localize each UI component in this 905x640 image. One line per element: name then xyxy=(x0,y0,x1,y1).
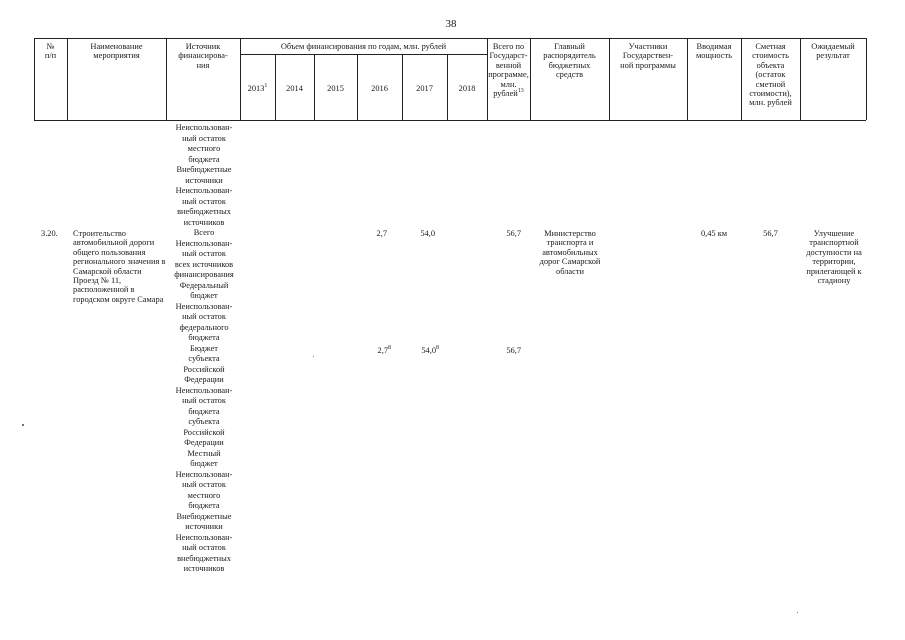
source-line: Всего xyxy=(193,228,215,237)
scan-speck xyxy=(22,424,24,426)
source-line: внебюджетных xyxy=(177,553,231,563)
header-year-2017: 2017 xyxy=(416,84,433,93)
header-year-2014: 2014 xyxy=(286,84,303,93)
source-line: Неиспользован- xyxy=(175,532,233,542)
regional-2017: 54,0$^8$ xyxy=(421,345,439,355)
budget-manager: Министерство транспорта и автомобильных дорог Самарской области xyxy=(539,229,601,276)
total-2016: 2,7 xyxy=(376,229,387,238)
source-line: Российской xyxy=(183,364,225,374)
source-column xyxy=(166,123,242,575)
source-line: Федеральный xyxy=(179,280,229,290)
regional-2016-footnote: 8 xyxy=(388,345,391,351)
header-cost: Сметная стоимость объекта (остаток сметной стоимости), млн. рублей xyxy=(749,42,792,108)
source-line: Неиспользован- xyxy=(175,123,233,132)
header-total-footnote: 13 xyxy=(517,88,524,95)
source-line: Неиспользован- xyxy=(175,186,233,195)
regional-2017-footnote: 8 xyxy=(436,345,439,351)
years-subheader-rule xyxy=(240,54,487,55)
scan-speck xyxy=(313,356,314,357)
header-capacity: Вводимая мощность xyxy=(695,42,732,61)
source-line: Неиспользован- xyxy=(175,385,233,395)
source-line: ный остаток xyxy=(182,312,226,321)
estimated-cost: 56,7 xyxy=(763,229,778,238)
source-line: Федерации xyxy=(184,438,224,447)
source-line: бюджета xyxy=(188,333,220,342)
source-line: источники xyxy=(185,175,223,185)
source-line: финансирования xyxy=(174,270,234,279)
source-line: субъекта xyxy=(188,354,220,363)
source-line: ный остаток xyxy=(182,480,226,489)
expected-result: Улучшение транспортной доступности на территории, прилегающей к стадиону xyxy=(806,229,862,286)
source-line: ный остаток xyxy=(182,196,226,206)
total-program: 56,7 xyxy=(506,229,521,238)
source-line: Российской xyxy=(183,427,225,437)
col-divider xyxy=(866,38,867,120)
header-year-2018: 2018 xyxy=(458,84,476,93)
source-line: бюджета xyxy=(188,154,220,164)
header-total: Всего по Государст- венной программе, млн. рублей$^{13}$ xyxy=(488,42,529,99)
source-line: Местный xyxy=(187,448,221,458)
source-line: источники xyxy=(185,522,223,531)
header-year-2015: 2015 xyxy=(327,84,344,93)
header-bottom-rule xyxy=(34,120,866,121)
row-number: 3.20. xyxy=(41,229,58,238)
source-line: бюджета xyxy=(188,501,220,510)
source-line: ный остаток xyxy=(182,249,226,258)
header-num: № п/п xyxy=(44,42,57,61)
header-result: Ожидаемый результат xyxy=(811,42,855,61)
source-line: местного xyxy=(187,144,221,153)
header-source: Источник финансирова- ния xyxy=(178,42,228,70)
header-name: Наименование мероприятия xyxy=(90,42,143,61)
total-2017: 54,0 xyxy=(420,229,435,238)
header-year-2013-footnote: 1 xyxy=(264,83,268,89)
event-name: Строительство автомобильной дороги общего пользования регионального значения в Самарской области Проезд № 11, расположенной в городском округе Самара xyxy=(73,229,166,304)
header-funding-group: Объем финансирования по годам, млн. рублей xyxy=(280,42,447,51)
source-line: всех источников xyxy=(174,259,234,269)
source-line: источников xyxy=(183,564,225,573)
source-line: Неиспользован- xyxy=(175,238,233,248)
source-line: бюджет xyxy=(190,459,218,468)
regional-total: 56,7 xyxy=(506,346,521,355)
header-participants: Участники Государствен- ной программы xyxy=(620,42,676,70)
scan-speck xyxy=(797,612,798,613)
source-line: Федерации xyxy=(184,375,224,384)
header-year-2013: 2013$^1$ xyxy=(247,83,268,93)
source-line: Внебюджетные xyxy=(176,165,232,174)
source-line: внебюджетных xyxy=(177,207,231,216)
source-line: Внебюджетные xyxy=(176,511,232,521)
source-line: субъекта xyxy=(188,417,220,426)
source-line: Неиспользован- xyxy=(175,469,233,479)
source-line: бюджет xyxy=(190,291,218,300)
source-line: местного xyxy=(187,490,221,500)
header-manager: Главный распорядитель бюджетных средств xyxy=(543,42,596,80)
capacity: 0,45 км xyxy=(700,229,728,238)
source-line: источников xyxy=(183,217,225,227)
header-year-2016: 2016 xyxy=(371,84,388,93)
regional-2016: $2,7^8$ xyxy=(377,345,391,355)
source-line: ный остаток xyxy=(182,396,226,405)
source-line: федерального xyxy=(179,322,229,332)
page-number: 38 xyxy=(445,18,457,30)
source-line: ный остаток xyxy=(182,543,226,552)
source-line: ный остаток xyxy=(182,133,226,143)
source-line: Неиспользован- xyxy=(175,301,233,311)
source-line: Бюджет xyxy=(190,343,218,353)
source-line: бюджета xyxy=(188,406,220,416)
